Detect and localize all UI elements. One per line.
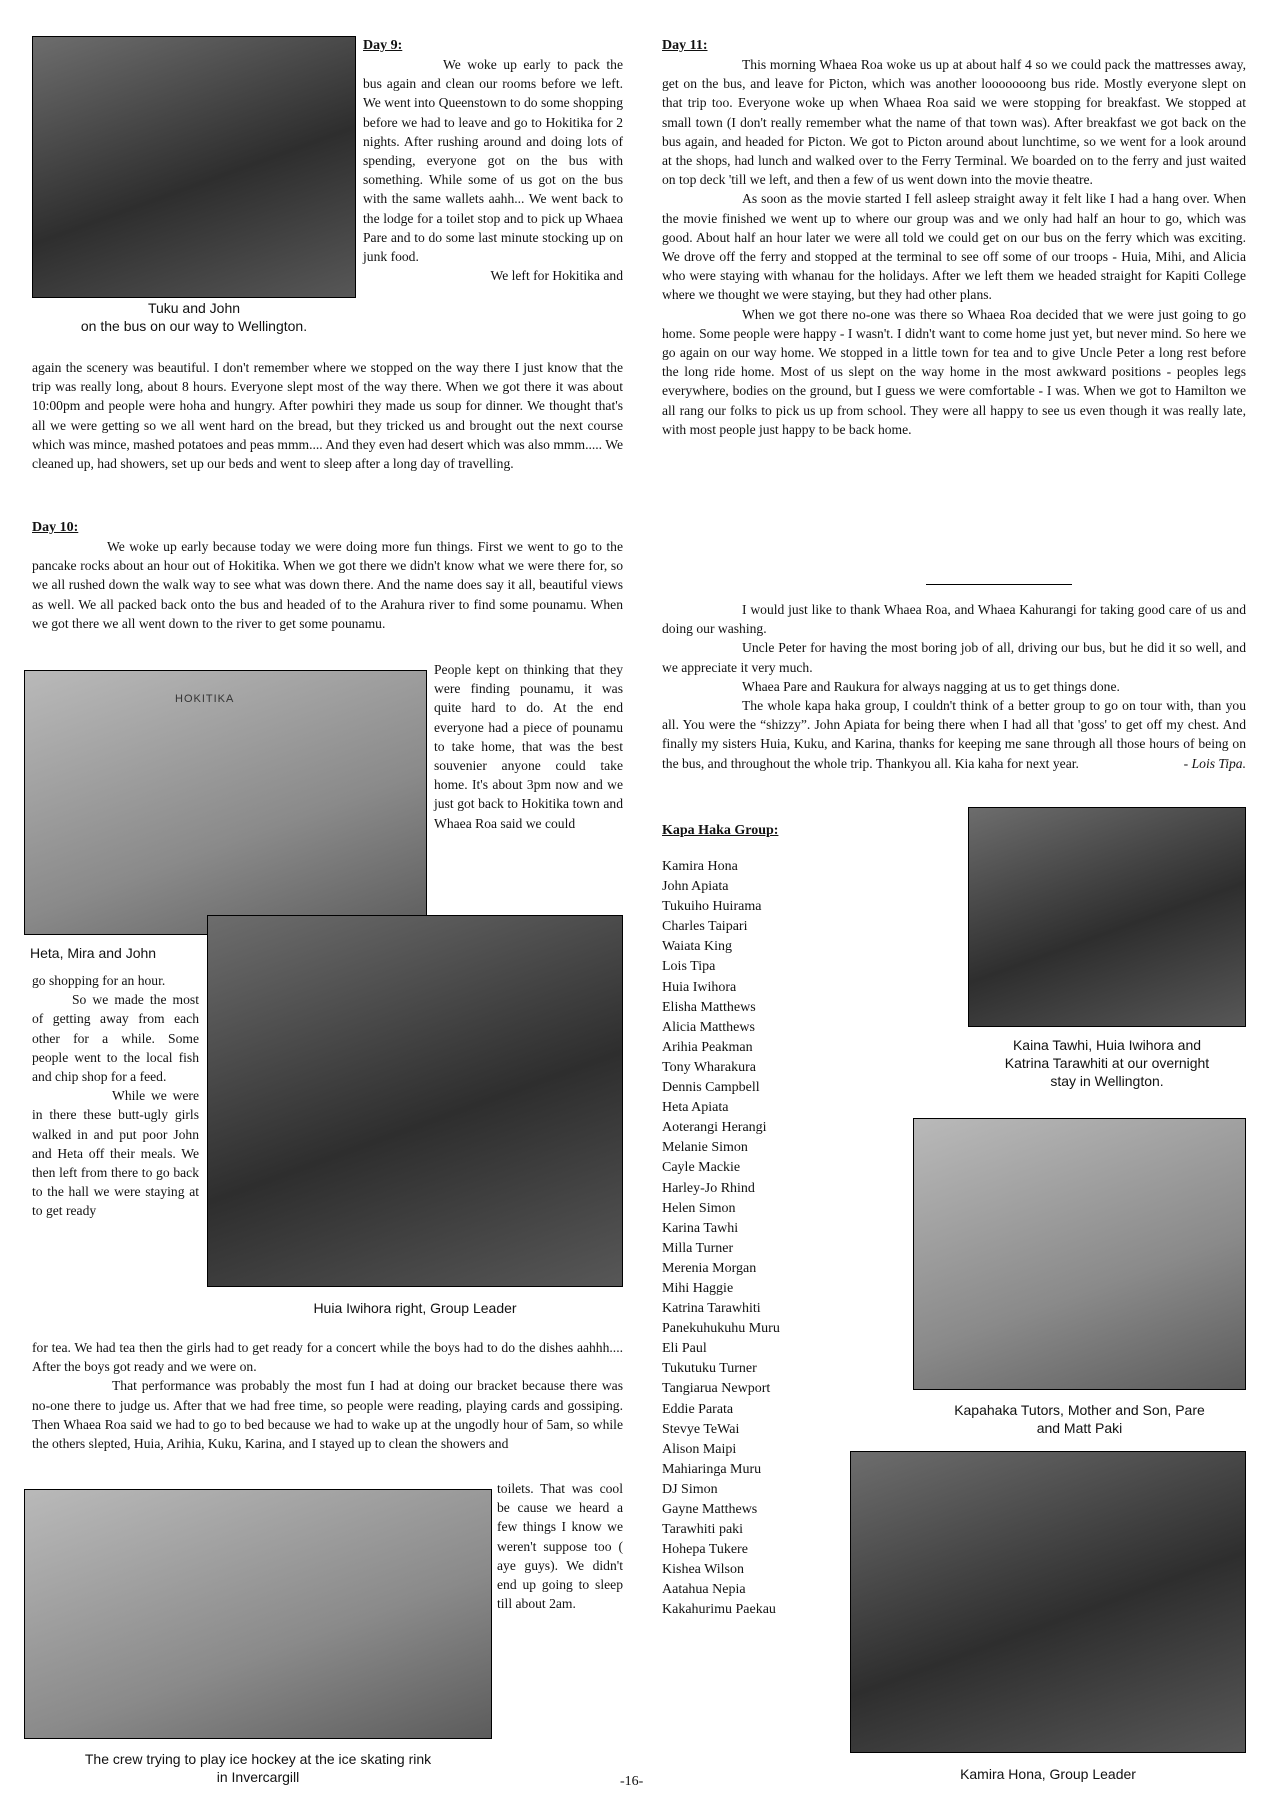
day11-heading: Day 11:	[662, 38, 708, 53]
group-member: Panekuhukuhu Muru	[662, 1321, 780, 1337]
group-member: Eddie Parata	[662, 1401, 734, 1417]
photo-hokitika-monument	[24, 670, 427, 935]
day10-paragraph-8: toilets. That was cool be cause we heard a few things I know we weren't suppose too ( aye guys). We didn't end up going to sleep till about 2am.	[497, 1481, 623, 1612]
day9-heading: Day 9:	[363, 38, 403, 53]
caption-kamira-hona: Kamira Hona, Group Leader	[960, 1766, 1136, 1782]
hokitika-sign: HOKITIKA	[175, 693, 235, 705]
group-member: Kishea Wilson	[662, 1562, 745, 1578]
day11-paragraph-2: As soon as the movie started I fell asleep straight away it felt like I had a hang over. When the movie finished we went up to where our group was and we only had half an hour to go, which was good. About half an hour later we were all told we could get on our bus on the ferry which was exciting. We drove off the ferry and stopped at the terminal to see off some of our troops - Huia, Mihi, and Alicia who were staying with whanau for the holidays. After we left them we headed straight for Kapiti College where we thought we were staying, but they had other plans.	[662, 191, 1246, 303]
group-member: Melanie Simon	[662, 1140, 748, 1156]
day10-block	[32, 518, 623, 633]
caption-tuku-john: Tuku and John on the bus on our way to Wellington.	[80, 300, 308, 334]
group-member: Alicia Matthews	[662, 1019, 755, 1035]
group-member: Cayle Mackie	[662, 1160, 741, 1176]
group-member: Karina Tawhi	[662, 1220, 739, 1236]
caption-kaina-huia-katrina: Kaina Tawhi, Huia Iwihora and Katrina Tarawhiti at our overnight stay in Wellington.	[1004, 1037, 1210, 1089]
group-member: Aoterangi Herangi	[662, 1120, 767, 1136]
section-divider	[926, 584, 1072, 585]
group-member: Kamira Hona	[662, 859, 738, 874]
group-member: Tony Wharakura	[662, 1059, 757, 1075]
group-member: Tarawhiti paki	[662, 1522, 744, 1538]
day11-paragraph-1: This morning Whaea Roa woke us up at about half 4 so we could pack the mattresses away, get on the bus, and leave for Picton, which was another looooooong bus ride. Mostly everyone slept on that trip too. Everyone woke up when Whaea Roa said we were stopping for breakfast. We stopped at small town (I don't really remember what the name of that town was). After breakfast we got back on the bus again, and headed for Picton. We got to Picton around about lunchtime, so we went for a look around at the shops, had lunch and walked over to the Ferry Terminal. We boarded on to the ferry and just waited on top deck 'till we left, and then a few of us went down into the movie theatre.	[662, 57, 1246, 188]
photo-kapahaka-tutors	[913, 1118, 1246, 1390]
group-member: Helen Simon	[662, 1200, 736, 1216]
group-member: Huia Iwihora	[662, 979, 737, 995]
group-member: Arihia Peakman	[662, 1039, 753, 1055]
day10-paragraph-1: We woke up early because today we were doing more fun things. First we went to go to the pancake rocks about an hour out of Hokitika. When we got there we didn't know what we were there for, so we all rushed down the walk way to see what was down there. And the name does say it all, beautiful views as well. We all packed back onto the bus and headed of to the Arahura river to find some pounamu. When we got there we all went down to the river to get some pounamu.	[32, 539, 623, 631]
group-member: Alison Maipi	[662, 1441, 737, 1457]
day10-heading: Day 10:	[32, 520, 79, 535]
caption-huia: Huia Iwihora right, Group Leader	[313, 1300, 517, 1316]
caption-ice-hockey: The crew trying to play ice hockey at the ice skating rink in Invercargill	[84, 1751, 432, 1785]
group-member: Tukutuku Turner	[662, 1361, 757, 1377]
group-member: Mihi Haggie	[662, 1280, 734, 1296]
group-member: Kakahurimu Paekau	[662, 1602, 776, 1618]
group-member: Tukuiho Huirama	[662, 899, 762, 915]
group-member: Mahiaringa Muru	[662, 1461, 762, 1477]
group-member: Heta Apiata	[662, 1100, 729, 1116]
group-member: Waiata King	[662, 939, 733, 955]
day10-paragraph-2: People kept on thinking that they were finding pounamu, it was quite hard to do. At the end everyone had a piece of pounamu to take home, that was the best souvenier anyone could take home. It's about 3pm now and we just got back to Hokitika town and Whaea Roa said we could	[434, 662, 623, 831]
photo-ice-hockey	[24, 1489, 492, 1739]
group-member: Katrina Tarawhiti	[662, 1301, 761, 1317]
photo-kamira-hona	[850, 1451, 1246, 1753]
day11-block	[662, 36, 1246, 439]
group-member: John Apiata	[662, 879, 729, 895]
photo-tuku-john	[32, 36, 356, 298]
day9-paragraph-2-continued: again the scenery was beautiful. I don't remember where we stopped on the way there I just know that the trip was really long, about 8 hours. Everyone slept most of the way there. When we got there it was about 10:00pm and people were hoha and hungry. After powhiri they made us soup for dinner. We thought that's all we were getting so we all went hard on the bread, but they tricked us and brought out the next course which was mince, mashed potatoes and peas mmm.... And they even had desert which was also mmm..... We cleaned up, had showers, set up our beds and went to sleep after a long day of travelling.	[32, 360, 623, 472]
photo-huia-iwihora	[207, 915, 623, 1287]
group-member: Hohepa Tukere	[662, 1542, 748, 1558]
group-member: Eli Paul	[662, 1341, 707, 1357]
day9-paragraph-1: We woke up early to pack the bus again and clean our rooms before we left. We went into Queenstown to do some shopping before we had to leave and go to Hokitika for 2 nights. After rushing around and doing lots of spending, everyone got on the bus with something. While some of us got on the bus with the same wallets aahh... We went back to the lodge for a toilet stop and to pick up Whaea Pare and to do some last minute stocking up on junk food.	[363, 57, 623, 265]
group-member: Aatahua Nepia	[662, 1582, 746, 1598]
day9-block	[363, 36, 623, 285]
group-member: Lois Tipa	[662, 959, 716, 975]
day10-narrow-text: go shopping for an hour. So we made the most of getting away from each other for a while. Some people went to the local fish and chip shop for a feed. While we were in there these butt-ugly girls walked in and put poor John and Heta off their meals. We then left from there to go back to the hall we were staying at to get ready	[32, 973, 199, 1219]
group-member: Dennis Campbell	[662, 1080, 760, 1096]
photo-kaina-huia-katrina	[968, 807, 1246, 1027]
group-member: Gayne Matthews	[662, 1502, 758, 1517]
group-member: Tangiarua Newport	[662, 1381, 771, 1397]
group-member: Merenia Morgan	[662, 1260, 757, 1276]
group-member: DJ Simon	[662, 1481, 718, 1497]
day10-paragraph-6: for tea. We had tea then the girls had to get ready for a concert while the boys had to do the dishes aahhh.... After the boys got ready and we were on. That performance was probably the most fun I had at doing our bracket because there was no-one there to judge us. After that we had free time, so people were reading, playing cards and gossiping. Then Whaea Roa said we had to go to bed because we had to wake up at the ungodly hour of 5am, so while the others slepted, Huia, Arihia, Kuku, Karina, and I stayed up to clean the showers and	[32, 1340, 623, 1452]
group-member: Charles Taipari	[662, 919, 748, 935]
page-number: -16-	[620, 1774, 644, 1789]
thanks-block: I would just like to thank Whaea Roa, and Whaea Kahurangi for taking good care of us and doing our washing. Uncle Peter for having the most boring job of all, driving our bus, but he did it so well, and we appreciate it very much. Whaea Pare and Raukura for always nagging at us to get things done. The whole kapa haka group, I couldn't think of a better group to go on tour with, than you all. You were the “shizzy”. John Apiata for being there when I had all that 'goss' to get off my chest. And finally my sisters Huia, Kuku, and Karina, thanks for keeping me sane through all those hours of being on the bus, and throughout the whole trip. Thankyou all. Kia kaha for next year. - Lois Tipa.	[662, 600, 1246, 773]
thanks-signature: - Lois Tipa.	[1183, 755, 1246, 771]
caption-heta-mira-john: Heta, Mira and John	[30, 945, 157, 961]
caption-kapahaka-tutors: Kapahaka Tutors, Mother and Son, Pare and Matt Paki	[954, 1402, 1205, 1436]
group-member: Elisha Matthews	[662, 999, 756, 1015]
group-heading: Kapa Haka Group:	[662, 823, 779, 838]
group-member: Stevye TeWai	[662, 1421, 740, 1437]
day11-paragraph-3: When we got there no-one was there so Whaea Roa decided that we were just going to go home. Some people were happy - I wasn't. I didn't want to come home just yet, but never mind. So here we go again on our way home. We stopped in a little town for tea and to give Uncle Peter a long rest before the long ride home. Most of us slept on the way home in the most awkward positions - peoples legs everywhere, bodies on the ground, but I guess we were comfortable - I was. When we got to Hamilton we all rang our folks to pick us up from school. They were all happy to see us even though it was really late, with most people just happy to be back home.	[662, 306, 1246, 437]
group-member: Milla Turner	[662, 1240, 734, 1256]
group-member: Harley-Jo Rhind	[662, 1180, 755, 1196]
day9-paragraph-2-start: We left for Hokitika and	[490, 268, 623, 284]
